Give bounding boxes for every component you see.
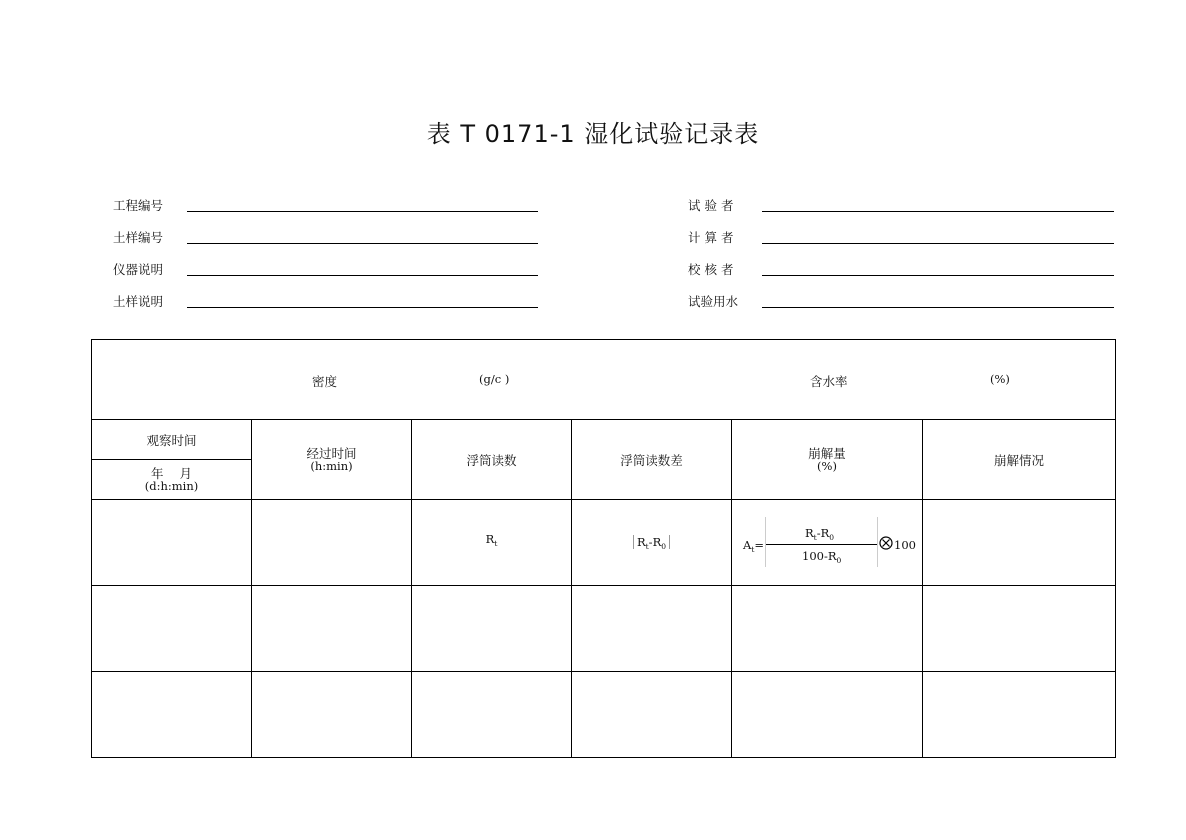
diff-r1-sub: t [645,542,649,551]
observe-date-format: (d:h:min) [144,478,199,493]
field-calculator[interactable] [688,228,1115,248]
den-sub: 0 [836,556,842,565]
observe-date-label: 年 月 [151,465,192,481]
field-instrument-notes[interactable] [113,260,539,280]
col-elapsed-time [252,420,412,500]
field-label: 试 验 者 [688,198,734,213]
table-cell[interactable] [412,586,572,672]
disintegration-label: 崩解量 [808,445,846,461]
multiply-icon [879,536,893,553]
field-underline[interactable] [762,275,1114,276]
diff-r2-sub: 0 [661,542,667,551]
formula-diff [572,500,732,586]
diff-r2: R [652,535,662,549]
field-label: 试验用水 [688,294,739,309]
field-underline[interactable] [187,243,538,244]
field-underline[interactable] [762,243,1114,244]
fraction-bar [765,544,877,545]
bracket-left [765,517,766,567]
density-unit: (g/c ) [479,372,510,386]
table-cell[interactable] [572,586,732,672]
col-disintegration-status: 崩解情况 [923,420,1116,500]
table-cell[interactable] [252,672,412,758]
col-observe-time: 观察时间 [92,420,252,460]
field-label: 土样说明 [113,294,164,309]
field-sample-notes[interactable] [113,292,539,312]
field-underline[interactable] [187,275,538,276]
col-disintegration [732,420,923,500]
table-cell[interactable] [252,586,412,672]
field-label: 计 算 者 [688,230,734,245]
table-cell[interactable] [732,586,923,672]
diff-minus: - [648,535,653,549]
density-moisture-row [92,340,1116,420]
table-row [92,586,1116,672]
field-label: 土样编号 [113,230,164,245]
field-label: 校 核 者 [688,262,734,277]
bracket-right [877,517,878,567]
col-observe-date [92,460,252,500]
rt-symbol: R [485,532,495,546]
field-underline[interactable] [762,211,1114,212]
formula-rt [412,500,572,586]
at-symbol: A [743,538,752,552]
table-cell[interactable] [923,500,1116,586]
table-row [92,672,1116,758]
record-table [91,339,1116,758]
table-row [92,500,1116,586]
den-text: 100-R [802,549,837,563]
rt-subscript: t [494,539,498,548]
elapsed-time-unit: (h:min) [310,458,353,473]
at-equals: = [754,538,764,552]
formula-at [732,500,923,586]
num-r1-sub: t [813,533,817,542]
at-subscript: t [751,545,755,554]
num-r2-sub: 0 [829,533,835,542]
num-r2: R [820,526,830,540]
table-cell[interactable] [923,672,1116,758]
table-cell[interactable] [732,672,923,758]
table-cell[interactable] [252,500,412,586]
moisture-unit: (%) [990,372,1010,386]
page-title: 表 T 0171-1 湿化试验记录表 [426,120,760,148]
field-checker[interactable] [688,260,1115,280]
num-r1: R [805,526,814,540]
table-cell[interactable] [923,586,1116,672]
elapsed-time-label: 经过时间 [306,445,357,461]
field-underline[interactable] [762,307,1114,308]
table-cell[interactable] [92,500,252,586]
table-cell[interactable] [92,672,252,758]
table-cell[interactable] [572,672,732,758]
field-sample-number[interactable] [113,228,539,248]
col-float-diff: 浮筒读数差 [572,420,732,500]
field-label: 仪器说明 [113,262,164,277]
field-project-number[interactable] [113,196,539,216]
field-label: 工程编号 [113,198,164,213]
diff-r1: R [636,535,646,549]
table-cell[interactable] [92,586,252,672]
num-minus: - [816,526,821,540]
field-tester[interactable] [688,196,1115,216]
times-hundred: 100 [894,538,916,552]
table-cell[interactable] [412,672,572,758]
disintegration-unit: (%) [817,458,837,473]
density-label: 密度 [312,374,338,389]
field-test-water[interactable] [688,292,1115,312]
field-underline[interactable] [187,307,538,308]
moisture-label: 含水率 [810,374,848,389]
col-float-reading: 浮筒读数 [412,420,572,500]
field-underline[interactable] [187,211,538,212]
